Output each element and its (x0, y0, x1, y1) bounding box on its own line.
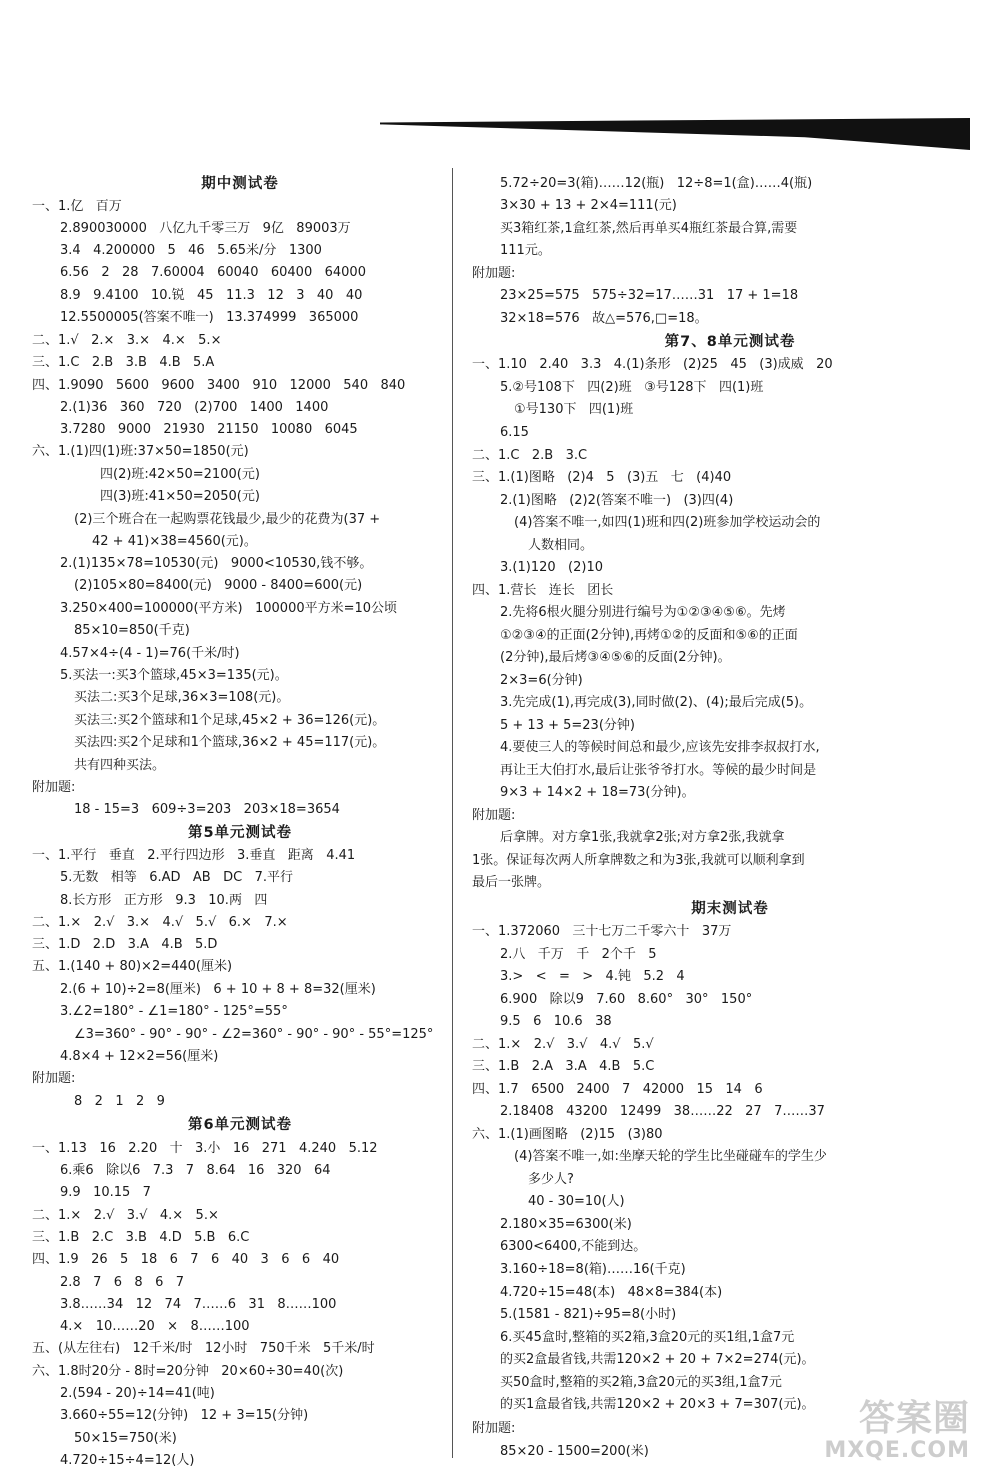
answer-line: 9×3 + 14×2 + 18=73(分钟)。 (500, 785, 695, 800)
answer-line: 2.(1)图略 (2)2(答案不唯一) (3)四(4) (500, 493, 734, 508)
answer-line: ①②③④的正面(2分钟),再烤①②的反面和⑤⑥的正面 (500, 628, 798, 643)
watermark-logo-text: 答案圈 (858, 1398, 970, 1439)
answer-line: 一、1.13 16 2.20 十 3.小 16 271 4.240 5.12 (32, 1141, 378, 1156)
answer-line: 一、1.10 2.40 3.3 4.(1)条形 (2)25 45 (3)成威 20 (472, 357, 833, 372)
answer-line: 3.7280 9000 21930 21150 10080 6045 (60, 422, 358, 437)
section-heading: 第7、8单元测试卷 (664, 334, 796, 350)
answer-line: 三、1.(1)图略 (2)4 5 (3)五 七 (4)40 (472, 470, 732, 485)
watermark-url: MXQE.COM (824, 1438, 970, 1463)
answer-line: 2.8 7 6 8 6 7 (60, 1275, 185, 1290)
answer-line: 三、1.B 2.A 3.A 4.B 5.C (472, 1059, 655, 1074)
answer-line: 50×15=750(米) (74, 1431, 177, 1446)
answer-line: 4.× 10……20 × 8……100 (60, 1319, 250, 1334)
answer-line: 2.(594 - 20)÷14=41(吨) (60, 1386, 215, 1401)
answer-line: 5.买法一:买3个篮球,45×3=135(元)。 (60, 668, 288, 683)
answer-line: 3.250×400=100000(平方米) 100000平方米=10公顷 (60, 601, 398, 616)
answer-line: 附加题: (32, 1071, 76, 1086)
answer-line: (4)答案不唯一,如四(1)班和四(2)班参加学校运动会的 (514, 515, 821, 530)
answer-line: 买3箱红茶,1盒红茶,然后再单买4瓶红茶最合算,需要 (500, 221, 798, 236)
answer-line: 三、1.D 2.D 3.A 4.B 5.D (32, 937, 218, 952)
answer-line: 六、1.(1)画图略 (2)15 (3)80 (472, 1127, 663, 1142)
answer-line: 6.15 (500, 425, 529, 440)
answer-line: 的买1盒最省钱,共需120×2 + 20×3 + 7=307(元)。 (500, 1397, 815, 1412)
answer-line: 3×30 + 13 + 2×4=111(元) (500, 198, 677, 213)
answer-line: 40 - 30=10(人) (528, 1194, 625, 1209)
answer-line: 2.先将6根火腿分别进行编号为①②③④⑤⑥。先烤 (500, 605, 786, 620)
answer-line: 四(3)班:41×50=2050(元) (100, 489, 260, 504)
answer-line: 3.160÷18=8(箱)……16(千克) (500, 1262, 686, 1277)
section-heading: 期末测试卷 (691, 901, 769, 917)
answer-line: 5.②号108下 四(2)班 ③号128下 四(1)班 (500, 380, 764, 395)
answer-line: 三、1.C 2.B 3.B 4.B 5.A (32, 355, 215, 370)
answer-line: 6.56 2 28 7.60004 60040 60400 64000 (60, 265, 366, 280)
answer-line: 买法二:买3个足球,36×3=108(元)。 (74, 690, 290, 705)
answer-line: 四、1.9 26 5 18 6 7 6 40 3 6 6 40 (32, 1252, 340, 1267)
answer-line: 6.乘6 除以6 7.3 7 8.64 16 320 64 (60, 1163, 331, 1178)
section-heading: 第6单元测试卷 (187, 1117, 293, 1133)
answer-line: 五、(从左往右) 12千米/时 12小时 750千米 5千米/时 (32, 1341, 375, 1356)
answer-line: 2.(6 + 10)÷2=8(厘米) 6 + 10 + 8 + 8=32(厘米) (60, 982, 376, 997)
answer-line: 五、1.(140 + 80)×2=440(厘米) (32, 959, 233, 974)
answer-line: 买50盒时,整箱的买2箱,3盒20元的买3组,1盒7元 (500, 1375, 782, 1390)
answer-line: 5.无数 相等 6.AD AB DC 7.平行 (60, 870, 293, 885)
answer-line: 共有四种买法。 (74, 758, 166, 773)
answer-line: 3.> < = > 4.钝 5.2 4 (500, 969, 685, 984)
answer-line: 3.660÷55=12(分钟) 12 + 3=15(分钟) (60, 1408, 309, 1423)
answer-line: 后拿牌。对方拿1张,我就拿2张;对方拿2张,我就拿 (500, 830, 785, 845)
answer-line: 5.72÷20=3(箱)……12(瓶) 12÷8=1(盒)……4(瓶) (500, 176, 813, 191)
answer-line: 附加题: (472, 808, 516, 823)
answer-line: 多少人? (528, 1172, 574, 1187)
answer-line: 二、1.× 2.√ 3.√ 4.√ 5.√ (472, 1037, 654, 1052)
column-divider (452, 168, 453, 1458)
answer-line: 3.8……34 12 74 7……6 31 8……100 (60, 1297, 337, 1312)
answer-line: 4.8×4 + 12×2=56(厘米) (60, 1049, 219, 1064)
answer-line: 8 2 1 2 9 (74, 1094, 165, 1109)
header-black-bar (380, 118, 970, 150)
answer-line: 买法三:买2个篮球和1个足球,45×2 + 36=126(元)。 (74, 713, 386, 728)
answer-line: 人数相同。 (528, 538, 594, 553)
answer-line: 买法四:买2个足球和1个篮球,36×2 + 45=117(元)。 (74, 735, 386, 750)
answer-line: 二、1.C 2.B 3.C (472, 448, 588, 463)
answer-line: 4.720÷15÷4=12(人) (60, 1453, 195, 1468)
answer-line: 四(2)班:42×50=2100(元) (100, 467, 260, 482)
answer-line: 1张。保证每次两人所拿牌数之和为3张,我就可以顺利拿到 (472, 853, 805, 868)
answer-line: ∠3=360° - 90° - 90° - ∠2=360° - 90° - 90° - 55°=125° (74, 1027, 434, 1042)
answer-line: 附加题: (472, 266, 516, 281)
answer-line: 二、1.× 2.√ 3.√ 4.× 5.× (32, 1208, 219, 1223)
answer-line: 4.720÷15=48(本) 48×8=384(本) (500, 1285, 723, 1300)
answer-line: 四、1.9090 5600 9600 3400 910 12000 540 840 (32, 378, 406, 393)
answer-line: 2.890030000 八亿九千零三万 9亿 89003万 (60, 221, 351, 236)
answer-line: 9.5 6 10.6 38 (500, 1014, 612, 1029)
answer-line: 3.(1)120 (2)10 (500, 560, 603, 575)
answer-line: 再让王大伯打水,最后让张爷爷打水。等候的最少时间是 (500, 763, 817, 778)
section-heading: 期中测试卷 (201, 176, 279, 192)
answer-line: 3.4 4.200000 5 46 5.65米/分 1300 (60, 243, 322, 258)
answer-line: 5 + 13 + 5=23(分钟) (500, 718, 635, 733)
answer-line: ①号130下 四(1)班 (514, 402, 634, 417)
answer-line: 2×3=6(分钟) (500, 673, 583, 688)
answer-line: 一、1.平行 垂直 2.平行四边形 3.垂直 距离 4.41 (32, 848, 356, 863)
answer-line: 六、1.8时20分 - 8时=20分钟 20×60÷30=40(次) (32, 1364, 344, 1379)
answer-line: 三、1.B 2.C 3.B 4.D 5.B 6.C (32, 1230, 250, 1245)
answer-line: 3.∠2=180° - ∠1=180° - 125°=55° (60, 1004, 288, 1019)
answer-line: 附加题: (32, 780, 76, 795)
answer-line: 5.(1581 - 821)÷95=8(小时) (500, 1307, 677, 1322)
watermark (824, 1400, 970, 1463)
answer-line: 六、1.(1)四(1)班:37×50=1850(元) (32, 444, 249, 459)
answer-line: 附加题: (472, 1421, 516, 1436)
section-heading: 第5单元测试卷 (187, 825, 293, 841)
answer-line: 2.18408 43200 12499 38……22 27 7……37 (500, 1104, 825, 1119)
answer-line: 8.长方形 正方形 9.3 10.两 四 (60, 893, 268, 908)
answer-line: 一、1.亿 百万 (32, 199, 122, 214)
answer-line: 二、1.√ 2.× 3.× 4.× 5.× (32, 333, 222, 348)
answer-line: 85×10=850(千克) (74, 623, 190, 638)
answer-line: 111元。 (500, 243, 551, 258)
answer-line: 12.5500005(答案不唯一) 13.374999 365000 (60, 310, 359, 325)
answer-line: 二、1.× 2.√ 3.× 4.√ 5.√ 6.× 7.× (32, 915, 288, 930)
answer-line: 18 - 15=3 609÷3=203 203×18=3654 (74, 802, 340, 817)
answer-line: (2)三个班合在一起购票花钱最少,最少的花费为(37 + (74, 512, 381, 527)
answer-line: 2.(1)36 360 720 (2)700 1400 1400 (60, 400, 329, 415)
answer-line: 2.(1)135×78=10530(元) 9000<10530,钱不够。 (60, 556, 373, 571)
answer-line: 的买2盒最省钱,共需120×2 + 20 + 7×2=274(元)。 (500, 1352, 815, 1367)
answer-line: (2)105×80=8400(元) 9000 - 8400=600(元) (74, 578, 363, 593)
answer-line: 4.57×4÷(4 - 1)=76(千米/时) (60, 646, 240, 661)
answer-line: 4.要使三人的等候时间总和最少,应该先安排李叔叔打水, (500, 740, 820, 755)
answer-line: 42 + 41)×38=4560(元)。 (92, 534, 257, 549)
answer-line: 6.900 除以9 7.60 8.60° 30° 150° (500, 992, 753, 1007)
answer-line: 8.9 9.4100 10.锐 45 11.3 12 3 40 40 (60, 288, 363, 303)
answer-line: 3.先完成(1),再完成(3),同时做(2)、(4);最后完成(5)。 (500, 695, 813, 710)
answer-line: 23×25=575 575÷32=17……31 17 + 1=18 (500, 288, 799, 303)
answer-line: 6.买45盒时,整箱的买2箱,3盒20元的买1组,1盒7元 (500, 1330, 795, 1345)
answer-line: 85×20 - 1500=200(米) (500, 1444, 649, 1459)
answer-line: 6300<6400,不能到达。 (500, 1239, 647, 1254)
answer-line: 32×18=576 故△=576,□=18。 (500, 311, 708, 326)
answer-line: 9.9 10.15 7 (60, 1185, 151, 1200)
answer-line: (4)答案不唯一,如:坐摩天轮的学生比坐碰碰车的学生少 (514, 1149, 827, 1164)
answer-line: 四、1.营长 连长 团长 (472, 583, 614, 598)
answer-line: (2分钟),最后烤③④⑤⑥的反面(2分钟)。 (500, 650, 731, 665)
answer-line: 2.180×35=6300(米) (500, 1217, 632, 1232)
answer-line: 一、1.372060 三十七万二千零六十 37万 (472, 924, 732, 939)
answer-line: 2.八 千万 千 2个千 5 (500, 947, 657, 962)
answer-line: 最后一张牌。 (472, 875, 551, 890)
answer-line: 四、1.7 6500 2400 7 42000 15 14 6 (472, 1082, 763, 1097)
